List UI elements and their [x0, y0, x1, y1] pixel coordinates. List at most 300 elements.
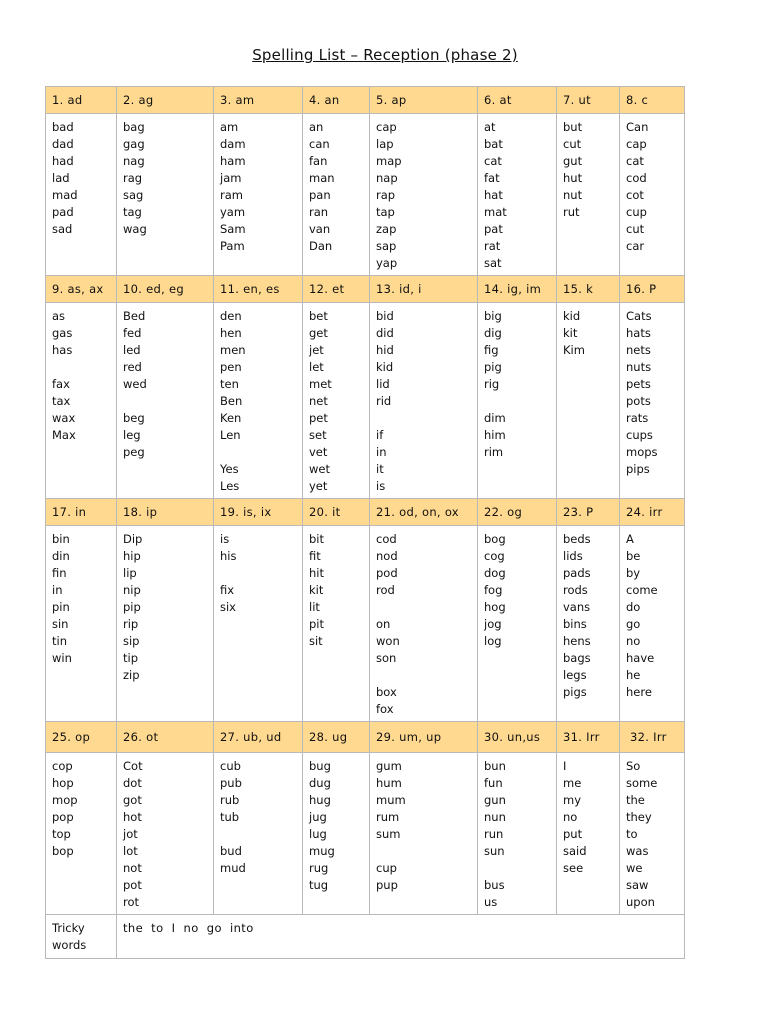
word-column [370, 526, 478, 722]
word [220, 444, 302, 461]
word: bat [484, 137, 503, 151]
word: vans [563, 600, 591, 614]
word: rip [123, 617, 139, 631]
word: mum [376, 793, 406, 807]
word: in [376, 445, 387, 459]
word: cup [626, 205, 647, 219]
column-header: 22. og [478, 499, 557, 526]
word: son [376, 651, 397, 665]
word-column [117, 526, 214, 722]
word: here [626, 685, 652, 699]
word: nap [376, 171, 398, 185]
word [52, 359, 116, 376]
word: pigs [563, 685, 587, 699]
word: zip [123, 668, 140, 682]
word: beg [123, 411, 145, 425]
column-header: 23. P [557, 499, 620, 526]
column-header: 12. et [303, 276, 370, 303]
word: sum [376, 827, 401, 841]
column-header: 15. k [557, 276, 620, 303]
word: gag [123, 137, 145, 151]
word: rig [484, 377, 500, 391]
word: cups [626, 428, 653, 442]
word: go [626, 617, 641, 631]
word: Dan [309, 239, 333, 253]
word: lad [52, 171, 70, 185]
column-header: 1. ad [46, 87, 117, 114]
word-column [214, 303, 303, 499]
word: cap [626, 137, 647, 151]
column-header: 19. is, ix [214, 499, 303, 526]
word: tap [376, 205, 395, 219]
word: pads [563, 566, 591, 580]
section-header-row [46, 499, 685, 526]
word: kit [563, 326, 578, 340]
word: rut [563, 205, 580, 219]
word: get [309, 326, 328, 340]
word: hop [52, 776, 74, 790]
section-words-row [46, 114, 685, 276]
word: the [626, 793, 645, 807]
word: mad [52, 188, 78, 202]
word: bags [563, 651, 591, 665]
word: six [220, 600, 236, 614]
word: we [626, 861, 643, 875]
word: big [484, 309, 502, 323]
column-header: 25. op [46, 722, 117, 753]
word: Ben [220, 394, 243, 408]
word: hen [220, 326, 242, 340]
word: see [563, 861, 584, 875]
word: mug [309, 844, 335, 858]
word: cod [626, 171, 647, 185]
word: jet [309, 343, 324, 357]
word: hut [563, 171, 583, 185]
word: fix [220, 583, 235, 597]
word: dim [484, 411, 506, 425]
word: had [52, 154, 74, 168]
word: den [220, 309, 242, 323]
word: hat [484, 188, 503, 202]
word: beds [563, 532, 591, 546]
word: fog [484, 583, 503, 597]
column-header: 17. in [46, 499, 117, 526]
word: cod [376, 532, 397, 546]
word: lip [123, 566, 137, 580]
word-column [620, 303, 685, 499]
word-column [117, 753, 214, 915]
section-header-row [46, 722, 685, 753]
word: saw [626, 878, 649, 892]
word: bins [563, 617, 587, 631]
word: I [563, 759, 567, 773]
word: nuts [626, 360, 652, 374]
word: men [220, 343, 246, 357]
word: upon [626, 895, 655, 909]
word: pat [484, 222, 503, 236]
word: hens [563, 634, 591, 648]
word [484, 393, 556, 410]
word-column [478, 114, 557, 276]
word: in [52, 583, 63, 597]
word: dam [220, 137, 246, 151]
column-header: 2. ag [117, 87, 214, 114]
word: fin [52, 566, 67, 580]
word: said [563, 844, 587, 858]
word: pot [123, 878, 142, 892]
word: gut [563, 154, 583, 168]
word: rod [376, 583, 395, 597]
word: bog [484, 532, 506, 546]
word: Max [52, 428, 76, 442]
column-header: 14. ig, im [478, 276, 557, 303]
word: din [52, 549, 70, 563]
word: sag [123, 188, 144, 202]
section-words-row [46, 526, 685, 722]
column-header: 7. ut [557, 87, 620, 114]
word-column [557, 753, 620, 915]
word: kit [309, 583, 324, 597]
column-header: 30. un,us [478, 722, 557, 753]
word: to [626, 827, 638, 841]
word: bad [52, 120, 74, 134]
word: box [376, 685, 397, 699]
word: fit [309, 549, 321, 563]
word: nets [626, 343, 651, 357]
word: lug [309, 827, 327, 841]
word: yet [309, 479, 328, 493]
word: jug [309, 810, 327, 824]
word: lids [563, 549, 583, 563]
word: pets [626, 377, 651, 391]
word-column [620, 526, 685, 722]
word: cot [626, 188, 644, 202]
word: rub [220, 793, 240, 807]
word: So [626, 759, 641, 773]
column-header: 10. ed, eg [117, 276, 214, 303]
column-header: 26. ot [117, 722, 214, 753]
word: me [563, 776, 582, 790]
word [220, 565, 302, 582]
word [123, 393, 213, 410]
word: cut [626, 222, 645, 236]
word: rum [376, 810, 400, 824]
word: gum [376, 759, 402, 773]
word: fig [484, 343, 499, 357]
word: car [626, 239, 645, 253]
column-header: 28. ug [303, 722, 370, 753]
word-column [46, 753, 117, 915]
section-words-row [46, 753, 685, 915]
word: but [563, 120, 583, 134]
word-column [46, 114, 117, 276]
word: lap [376, 137, 394, 151]
word: bud [220, 844, 242, 858]
word: mat [484, 205, 507, 219]
word: his [220, 549, 237, 563]
word: fat [484, 171, 500, 185]
word: pan [309, 188, 331, 202]
word: bin [52, 532, 70, 546]
word: am [220, 120, 239, 134]
word: wet [309, 462, 330, 476]
word: they [626, 810, 652, 824]
word: is [220, 532, 230, 546]
word: tin [52, 634, 67, 648]
word: rim [484, 445, 504, 459]
word: us [484, 895, 498, 909]
column-header: 18. ip [117, 499, 214, 526]
word: hid [376, 343, 394, 357]
word-column [214, 526, 303, 722]
word: ham [220, 154, 246, 168]
word: pad [52, 205, 74, 219]
section-words-row [46, 303, 685, 499]
word: rug [309, 861, 329, 875]
word: pup [376, 878, 398, 892]
word: have [626, 651, 655, 665]
word: cat [484, 154, 502, 168]
word: Yes [220, 462, 239, 476]
word: Kim [563, 343, 585, 357]
word: Can [626, 120, 649, 134]
column-header: 3. am [214, 87, 303, 114]
column-header: 31. Irr [557, 722, 620, 753]
column-header: 20. it [303, 499, 370, 526]
word: as [52, 309, 66, 323]
word: was [626, 844, 649, 858]
word: mud [220, 861, 246, 875]
word: peg [123, 445, 145, 459]
word: pig [484, 360, 502, 374]
column-header: 16. P [620, 276, 685, 303]
word: dot [123, 776, 142, 790]
word: Les [220, 479, 240, 493]
column-header: 4. an [303, 87, 370, 114]
word: cub [220, 759, 241, 773]
section-header-row [46, 276, 685, 303]
word: an [309, 120, 324, 134]
word-column [117, 114, 214, 276]
word: some [626, 776, 658, 790]
word: fox [376, 702, 394, 716]
word: yap [376, 256, 398, 270]
word: do [626, 600, 641, 614]
column-header: 27. ub, ud [214, 722, 303, 753]
word-column [303, 114, 370, 276]
word: hot [123, 810, 142, 824]
spelling-table [45, 86, 685, 959]
word: pip [123, 600, 141, 614]
word: zap [376, 222, 397, 236]
word: hog [484, 600, 506, 614]
word: got [123, 793, 142, 807]
word: dug [309, 776, 331, 790]
word: nod [376, 549, 398, 563]
word: cop [52, 759, 73, 773]
column-header: 32. Irr [620, 722, 685, 753]
word: legs [563, 668, 587, 682]
word: on [376, 617, 391, 631]
word: jog [484, 617, 502, 631]
word: bid [376, 309, 394, 323]
column-header: 8. c [620, 87, 685, 114]
page-title: Spelling List – Reception (phase 2) [252, 46, 518, 64]
word: if [376, 428, 384, 442]
word: run [484, 827, 504, 841]
column-header: 21. od, on, ox [370, 499, 478, 526]
word-column [303, 303, 370, 499]
word: dig [484, 326, 502, 340]
word: ran [309, 205, 329, 219]
word: jot [123, 827, 138, 841]
word: Dip [123, 532, 143, 546]
word-column [478, 303, 557, 499]
word: led [123, 343, 141, 357]
word: rats [626, 411, 649, 425]
word: bun [484, 759, 506, 773]
tricky-words-row [46, 915, 685, 959]
word: Pam [220, 239, 245, 253]
word: put [563, 827, 583, 841]
word: sad [52, 222, 73, 236]
word: pod [376, 566, 398, 580]
word: wed [123, 377, 147, 391]
word: ram [220, 188, 243, 202]
tricky-words-list: the to I no go into [117, 915, 685, 959]
word: him [484, 428, 506, 442]
word: Sam [220, 222, 246, 236]
word: lid [376, 377, 390, 391]
word [484, 860, 556, 877]
word: rap [376, 188, 396, 202]
word: fax [52, 377, 70, 391]
word: tip [123, 651, 139, 665]
word: mops [626, 445, 658, 459]
word-column [214, 753, 303, 915]
tricky-words-label: Tricky words [46, 915, 117, 959]
word [376, 843, 477, 860]
word: sat [484, 256, 502, 270]
word: yam [220, 205, 246, 219]
word: vet [309, 445, 328, 459]
word: sap [376, 239, 397, 253]
word: net [309, 394, 328, 408]
word: fed [123, 326, 142, 340]
word: sin [52, 617, 69, 631]
column-header: 29. um, up [370, 722, 478, 753]
word: hum [376, 776, 402, 790]
word: sun [484, 844, 505, 858]
word [376, 599, 477, 616]
word: map [376, 154, 402, 168]
word: wag [123, 222, 147, 236]
word-column [620, 114, 685, 276]
word: rat [484, 239, 501, 253]
word: pen [220, 360, 242, 374]
word: cup [376, 861, 397, 875]
word [220, 826, 302, 843]
word: man [309, 171, 335, 185]
word: bet [309, 309, 328, 323]
word [376, 667, 477, 684]
word: bus [484, 878, 505, 892]
word: gun [484, 793, 506, 807]
word: hit [309, 566, 324, 580]
column-header: 6. at [478, 87, 557, 114]
word: tax [52, 394, 71, 408]
word: top [52, 827, 71, 841]
word: Cats [626, 309, 652, 323]
word: pin [52, 600, 70, 614]
column-header: 9. as, ax [46, 276, 117, 303]
word-column [117, 303, 214, 499]
word: no [563, 810, 578, 824]
word: pet [309, 411, 328, 425]
word: A [626, 532, 634, 546]
word: ten [220, 377, 239, 391]
word: rods [563, 583, 588, 597]
word: can [309, 137, 330, 151]
word: lot [123, 844, 138, 858]
word: bug [309, 759, 331, 773]
word: pit [309, 617, 325, 631]
word: tag [123, 205, 142, 219]
word-column [46, 303, 117, 499]
word: fun [484, 776, 503, 790]
word: come [626, 583, 658, 597]
word: won [376, 634, 400, 648]
word: rot [123, 895, 140, 909]
word-column [557, 303, 620, 499]
word: no [626, 634, 641, 648]
word: did [376, 326, 394, 340]
word-column [478, 753, 557, 915]
word: set [309, 428, 327, 442]
word: pub [220, 776, 242, 790]
word: red [123, 360, 142, 374]
word: cog [484, 549, 505, 563]
word: nut [563, 188, 583, 202]
word: by [626, 566, 641, 580]
word [376, 410, 477, 427]
word: log [484, 634, 502, 648]
word: Ken [220, 411, 242, 425]
word: cap [376, 120, 397, 134]
word: dog [484, 566, 506, 580]
word: rag [123, 171, 143, 185]
word: it [376, 462, 384, 476]
word: kid [376, 360, 394, 374]
word: van [309, 222, 331, 236]
column-header: 11. en, es [214, 276, 303, 303]
word: mop [52, 793, 78, 807]
word: leg [123, 428, 141, 442]
word: not [123, 861, 142, 875]
word: tug [309, 878, 329, 892]
word: lit [309, 600, 320, 614]
word: hats [626, 326, 651, 340]
word: sip [123, 634, 140, 648]
word: gas [52, 326, 73, 340]
word-column [478, 526, 557, 722]
word: hug [309, 793, 331, 807]
word: win [52, 651, 72, 665]
word: at [484, 120, 496, 134]
word: Bed [123, 309, 146, 323]
word-column [214, 114, 303, 276]
word: cut [563, 137, 582, 151]
